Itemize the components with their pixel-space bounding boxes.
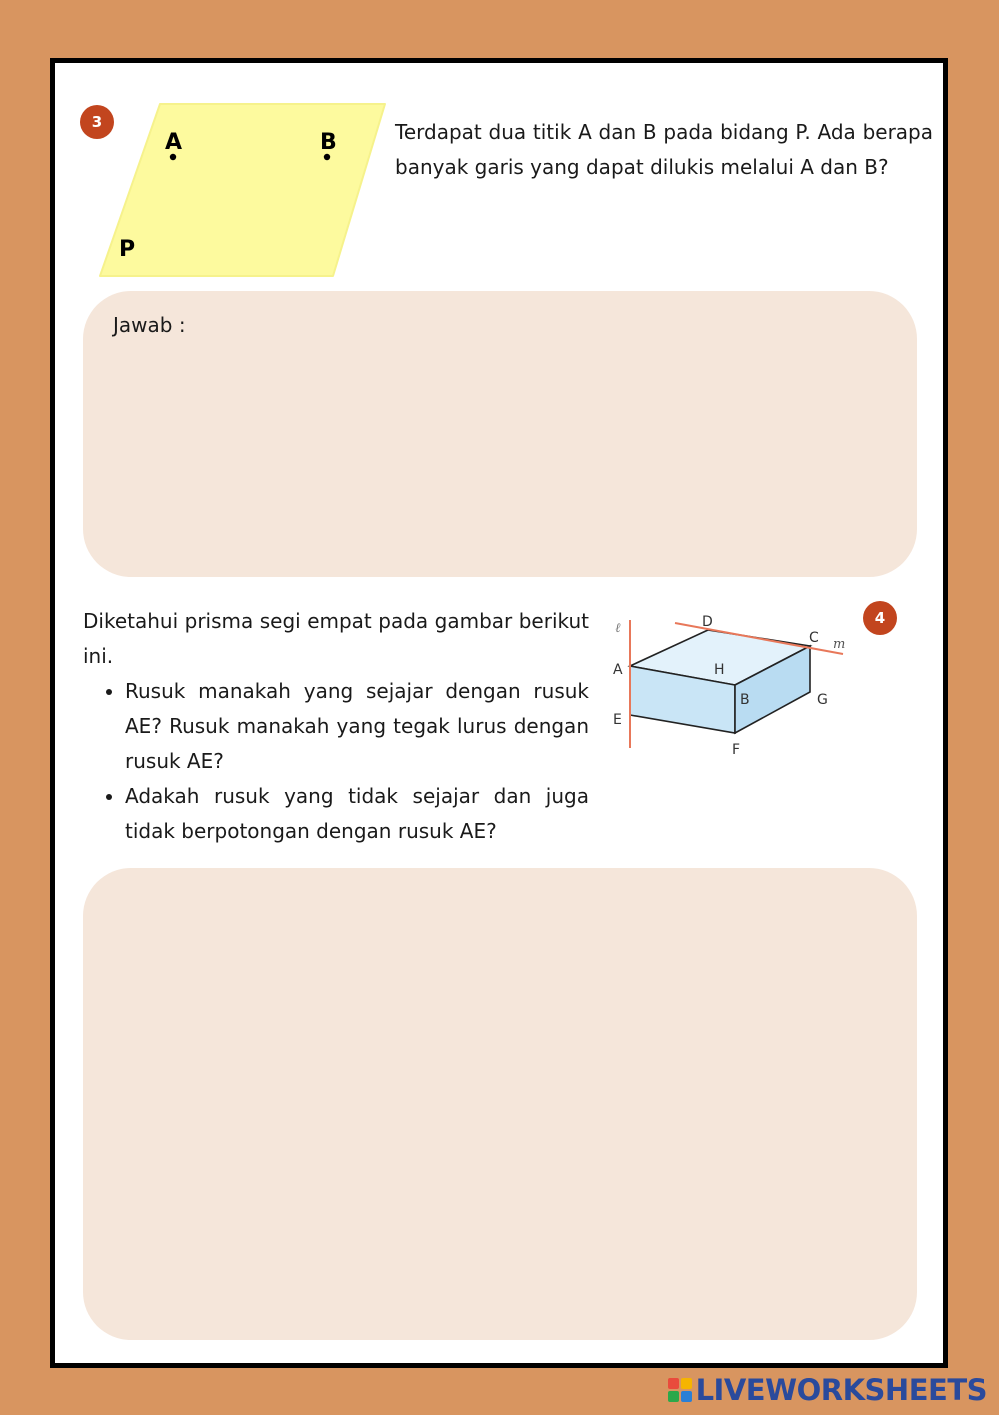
- point-b-label: B: [320, 130, 337, 155]
- question-4-bullet-2: • Adakah rusuk yang tidak sejajar dan juga tidak berpotongan dengan rusuk AE?: [125, 779, 589, 849]
- answer-label: Jawab :: [113, 313, 186, 337]
- question-3-text: Terdapat dua titik A dan B pada bidang P. Ada berapa banyak garis yang dapat dilukis melalui A dan B?: [395, 120, 933, 179]
- label-c: C: [809, 630, 819, 646]
- prism-figure: [605, 608, 855, 758]
- label-f: F: [732, 742, 741, 758]
- liveworksheets-logo-icon: [668, 1378, 692, 1402]
- question-4-text: [83, 604, 589, 849]
- liveworksheets-wordmark: LIVEWORKSHEETS: [695, 1373, 987, 1407]
- label-g: G: [817, 692, 828, 708]
- label-e: E: [613, 712, 622, 728]
- label-b: B: [740, 692, 750, 708]
- plane-p-shape: [100, 104, 385, 276]
- question-4-badge: [863, 601, 897, 635]
- label-m: m: [833, 637, 846, 652]
- plane-p-figure: [95, 101, 395, 281]
- question-4-bullet-1: • Rusuk manakah yang sejajar dengan rusuk AE? Rusuk manakah yang tegak lurus dengan rusuk AE?: [125, 674, 589, 779]
- label-h: H: [714, 662, 725, 678]
- label-d: D: [702, 614, 713, 630]
- question-4-intro: Diketahui prisma segi empat pada gambar berikut ini.: [83, 609, 589, 668]
- plane-p-label: P: [119, 237, 136, 262]
- answer-box-2[interactable]: [83, 868, 917, 1340]
- point-a-label: A: [165, 130, 183, 155]
- liveworksheets-logo: [668, 1373, 987, 1407]
- question-4-number: 4: [874, 609, 886, 627]
- label-a: A: [613, 662, 623, 678]
- worksheet-page: [50, 58, 948, 1368]
- answer-box-1[interactable]: [83, 291, 917, 577]
- question-3-number: 3: [91, 113, 103, 131]
- label-l: ℓ: [615, 621, 621, 636]
- question-4-bullet-list: [83, 674, 589, 849]
